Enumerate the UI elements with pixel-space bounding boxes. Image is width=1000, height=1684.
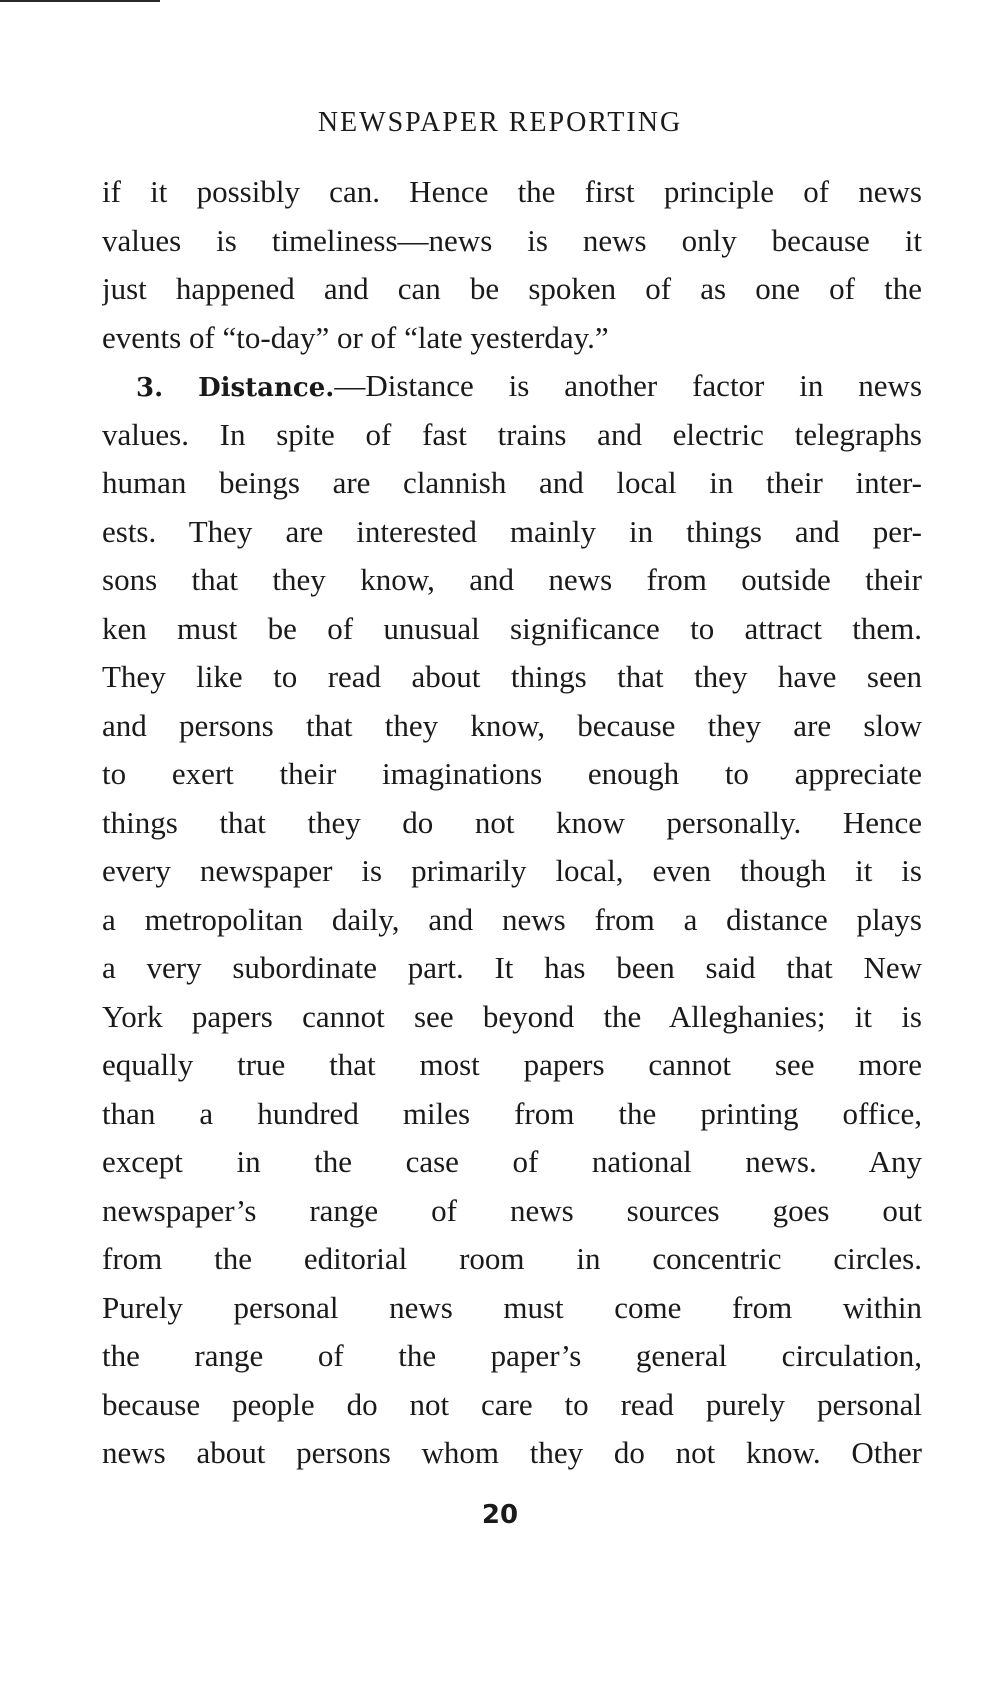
section-first-line: —Distance is another factor in news (334, 368, 922, 403)
section-number: 3. (136, 373, 164, 403)
text-line: to exert their imaginations enough to appreciate (102, 756, 922, 791)
text-line: human beings are clannish and local in their inter- (102, 465, 922, 500)
text-line: ken must be of unusual significance to attract them. (102, 610, 922, 646)
text-line: newspaper’s range of news sources goes out (102, 1192, 922, 1228)
text-line: sons that they know, and news from outside their (102, 562, 922, 597)
text-line: They like to read about things that they have seen (102, 659, 922, 694)
text-line: ests. They are interested mainly in things and per- (102, 513, 922, 549)
section-heading-line (102, 362, 922, 411)
text-line: if it possibly can. Hence the first principle of news (102, 174, 922, 209)
text-line: York papers cannot see beyond the Alleghanies; it is (102, 998, 922, 1034)
text-line: the range of the paper’s general circulation, (102, 1338, 922, 1373)
top-rule (0, 0, 160, 2)
text-line: a very subordinate part. It has been said that New (102, 950, 922, 985)
page-number: 20 (481, 1500, 519, 1530)
text-line: than a hundred miles from the printing office, (102, 1095, 922, 1131)
text-line: a metropolitan daily, and news from a distance plays (102, 901, 922, 937)
text-line: values. In spite of fast trains and electric telegraphs (102, 416, 922, 452)
text-line: news about persons whom they do not know. Other (102, 1435, 922, 1470)
text-line: because people do not care to read purely personal (102, 1386, 922, 1422)
text-line: values is timeliness—news is news only because it (102, 222, 922, 258)
text-line: and persons that they know, because they are slow (102, 707, 922, 743)
text-line: events of “to-day” or of “late yesterday.” (102, 319, 609, 355)
text-line: except in the case of national news. Any (102, 1144, 922, 1179)
text-line: Purely personal news must come from within (102, 1289, 922, 1325)
running-head: NEWSPAPER REPORTING (317, 107, 683, 138)
text-line: every newspaper is primarily local, even though it is (102, 853, 922, 888)
text-line: things that they do not know personally. Hence (102, 804, 922, 840)
text-line: just happened and can be spoken of as one of the (102, 271, 922, 306)
section-title: Distance. (198, 373, 335, 403)
text-line: from the editorial room in concentric circles. (102, 1241, 922, 1276)
text-line: equally true that most papers cannot see more (102, 1047, 922, 1082)
body-text (102, 168, 922, 1478)
